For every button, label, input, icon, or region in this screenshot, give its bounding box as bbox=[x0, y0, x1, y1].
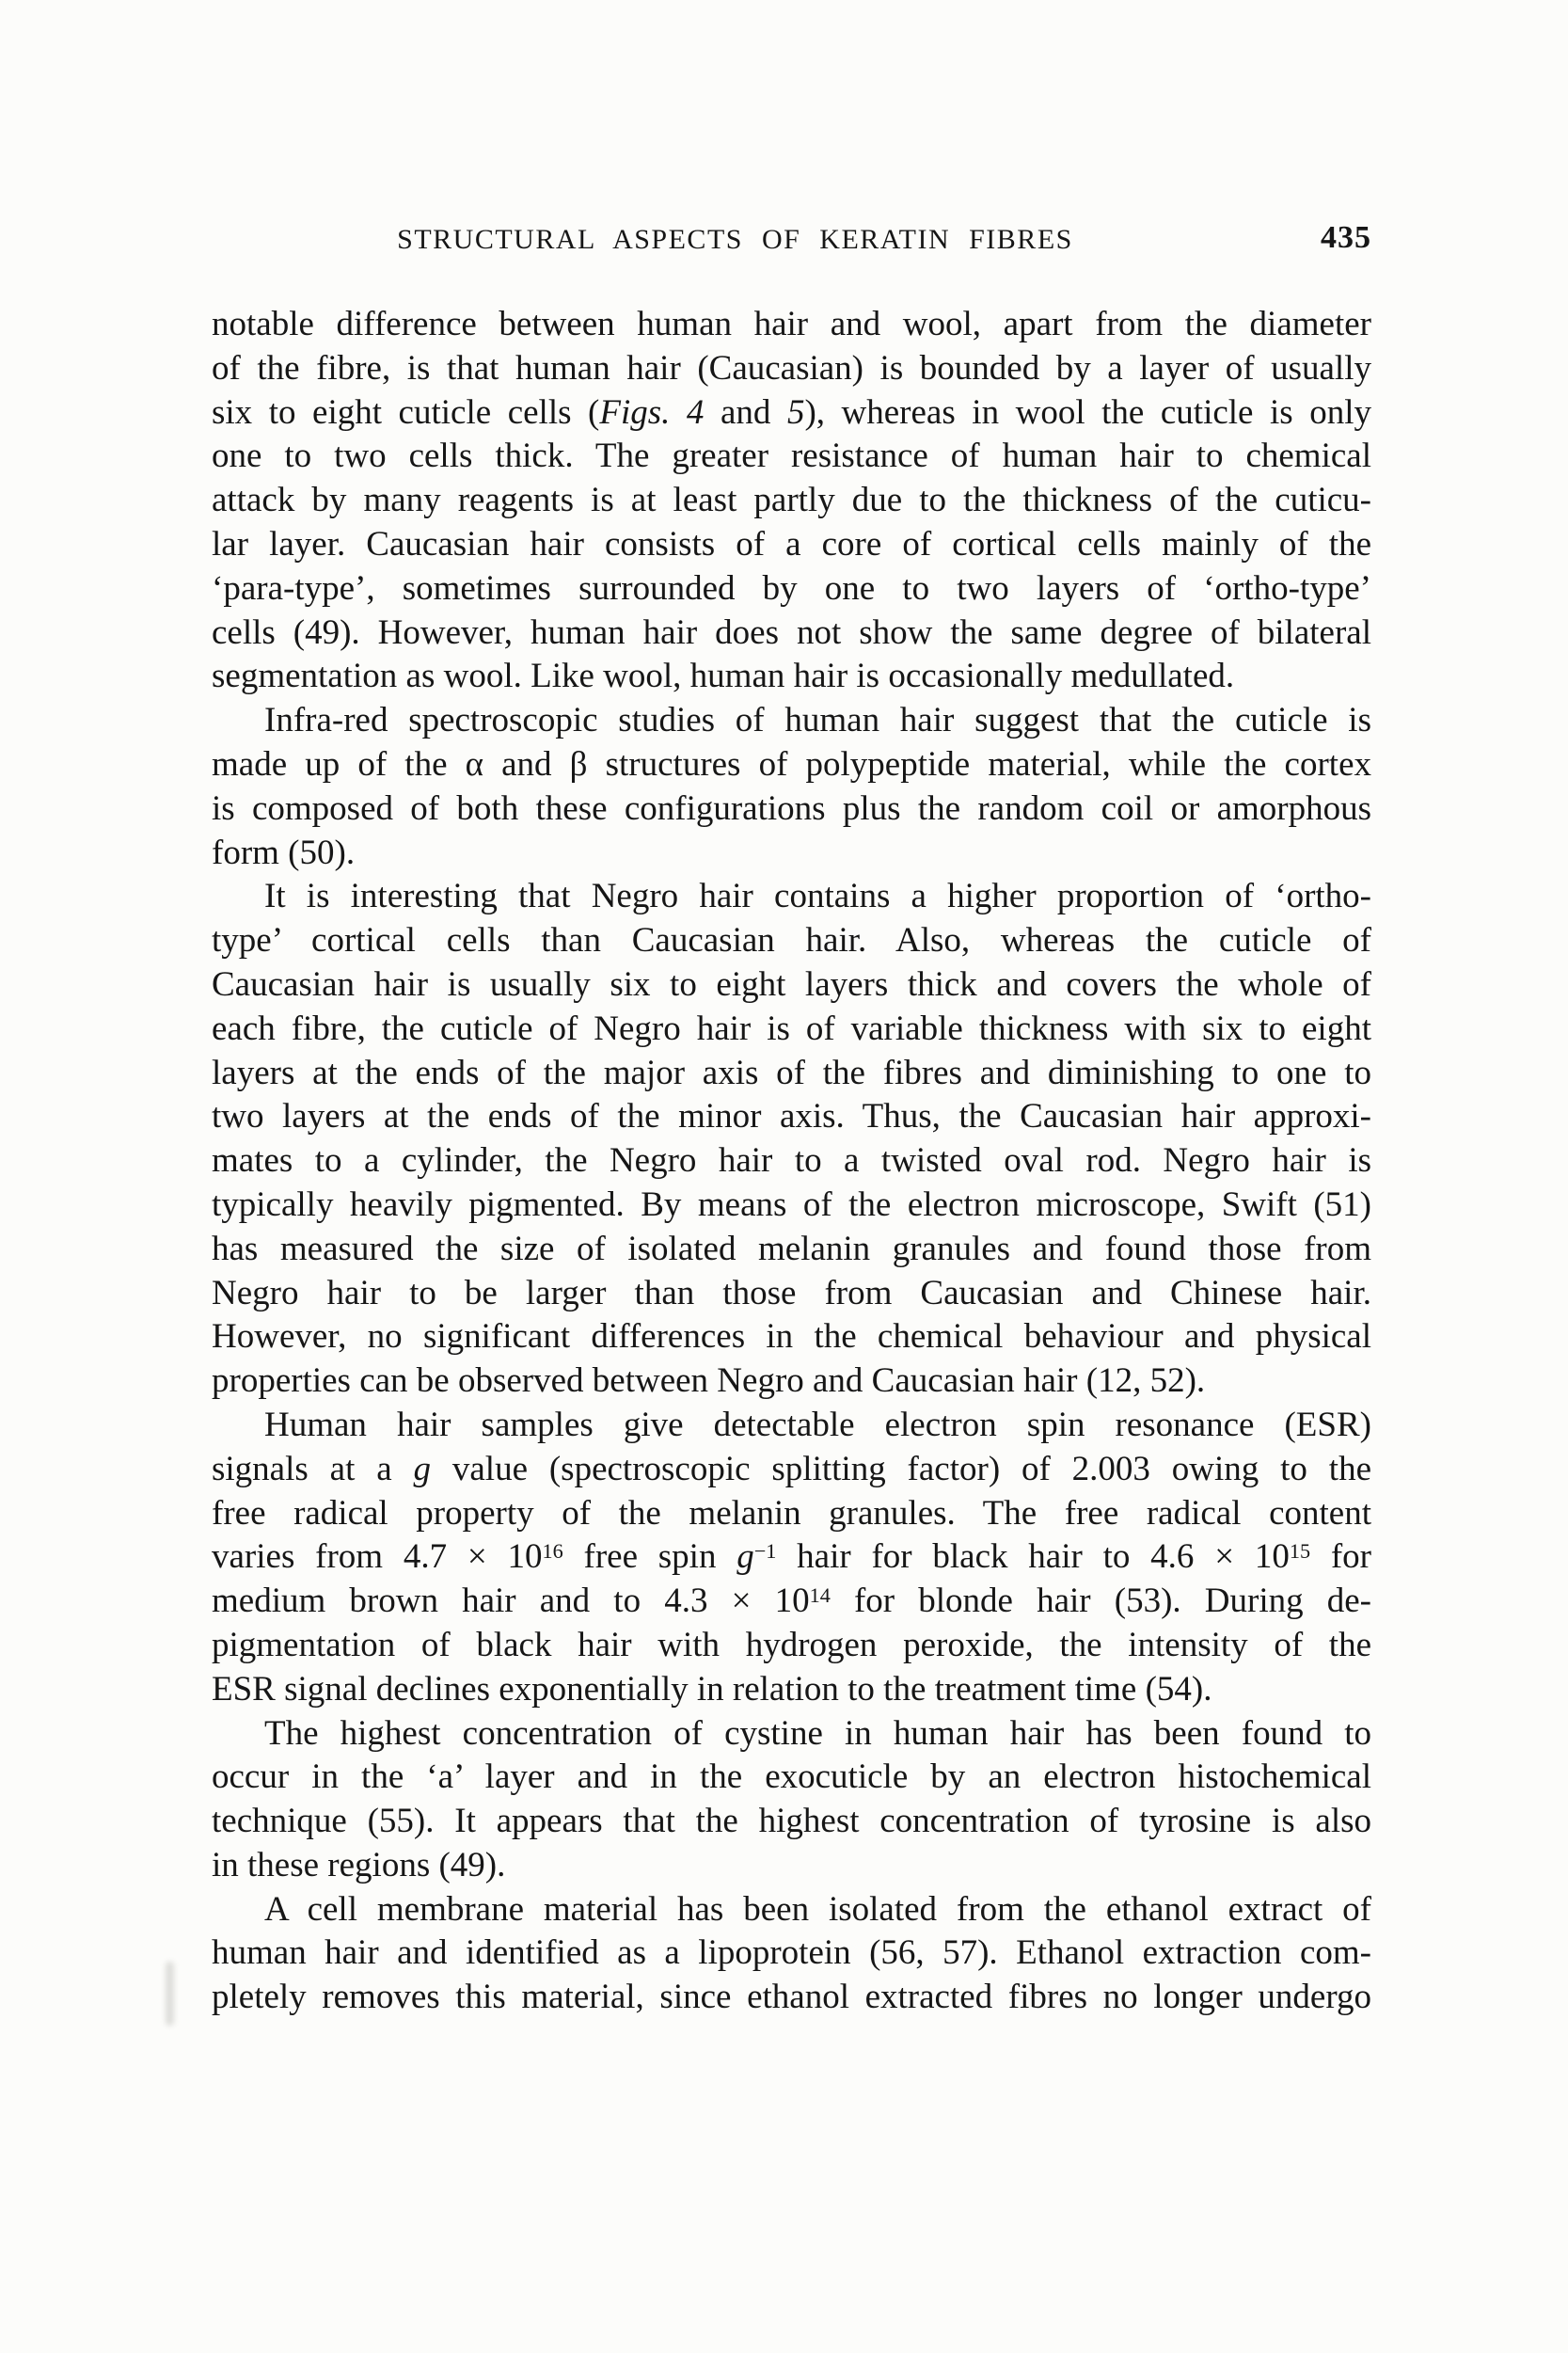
text-line bbox=[212, 1404, 1371, 1448]
text-line-content: human hair and identified as a lipoprotein (56, 57). Ethanol extraction com- bbox=[212, 1933, 1371, 1973]
text-line-content: layers at the ends of the major axis of the fibres and diminishing to one to bbox=[212, 1053, 1371, 1092]
text-line bbox=[212, 1448, 1371, 1492]
text-line bbox=[212, 1800, 1371, 1844]
text-line-content: lar layer. Caucasian hair consists of a core of cortical cells mainly of the bbox=[212, 524, 1371, 564]
text-line bbox=[212, 1624, 1371, 1668]
text-line bbox=[212, 523, 1371, 567]
text-line-content: each fibre, the cuticle of Negro hair is of variable thickness with six to eight bbox=[212, 1009, 1371, 1048]
text-block bbox=[212, 303, 1371, 2020]
text-line-content: It is interesting that Negro hair contains a higher proportion of ‘ortho- bbox=[264, 877, 1371, 916]
text-line bbox=[212, 1139, 1371, 1184]
text-line bbox=[212, 1932, 1371, 1976]
scan-smudge bbox=[166, 1962, 174, 2026]
text-line bbox=[212, 875, 1371, 919]
text-line bbox=[212, 1888, 1371, 1932]
text-line-content: in these regions (49). bbox=[212, 1845, 506, 1884]
text-line-content: is composed of both these configurations plus the random coil or amorphous bbox=[212, 788, 1371, 828]
text-line bbox=[212, 1844, 1371, 1888]
text-line bbox=[212, 391, 1371, 436]
text-line bbox=[212, 1712, 1371, 1757]
text-line bbox=[212, 347, 1371, 391]
text-line-content: of the fibre, is that human hair (Caucasian) is bounded by a layer of usually bbox=[212, 348, 1371, 388]
text-line bbox=[212, 1095, 1371, 1139]
text-line-content: occur in the ‘a’ layer and in the exocuticle by an electron histochemical bbox=[212, 1757, 1371, 1797]
text-line-content: ESR signal declines exponentially in relation to the treatment time (54). bbox=[212, 1669, 1212, 1709]
page-number: 435 bbox=[1321, 220, 1371, 255]
text-line bbox=[212, 612, 1371, 656]
text-line-content: type’ cortical cells than Caucasian hair. Also, whereas the cuticle of bbox=[212, 921, 1371, 961]
text-line-content: signals at a g value (spectroscopic splitting factor) of 2.003 owing to the bbox=[212, 1449, 1371, 1488]
text-line bbox=[212, 919, 1371, 963]
text-line bbox=[212, 1228, 1371, 1272]
text-line-content: six to eight cuticle cells (Figs. 4 and 5), whereas in wool the cuticle is only bbox=[212, 392, 1372, 432]
running-title: STRUCTURAL ASPECTS OF KERATIN FIBRES bbox=[397, 224, 1073, 255]
text-line-content: Human hair samples give detectable electron spin resonance (ESR) bbox=[264, 1405, 1371, 1444]
text-line bbox=[212, 567, 1371, 612]
text-line-content: A cell membrane material has been isolated from the ethanol extract of bbox=[264, 1889, 1371, 1929]
running-header bbox=[212, 220, 1371, 258]
text-line bbox=[212, 1272, 1371, 1316]
text-line-content: properties can be observed between Negro and Caucasian hair (12, 52). bbox=[212, 1361, 1206, 1401]
text-line-content: Infra-red spectroscopic studies of human hair suggest that the cuticle is bbox=[264, 701, 1371, 740]
text-line bbox=[212, 743, 1371, 787]
text-line-content: varies from $4.7 \times 10^{16}$ free spin $g^{-1}$ hair for black hair to $4.6 \times 10^{15}$ for bbox=[212, 1537, 1371, 1577]
text-line bbox=[212, 1668, 1371, 1712]
text-line bbox=[212, 963, 1371, 1008]
text-line bbox=[212, 787, 1371, 832]
text-line bbox=[212, 303, 1371, 347]
text-line-content: pletely removes this material, since ethanol extracted fibres no longer undergo bbox=[212, 1978, 1371, 2017]
text-line-content: typically heavily pigmented. By means of the electron microscope, Swift (51) bbox=[212, 1184, 1371, 1224]
text-line-content: Caucasian hair is usually six to eight layers thick and covers the whole of bbox=[212, 964, 1371, 1004]
text-line bbox=[212, 1008, 1371, 1052]
text-line bbox=[212, 435, 1371, 479]
text-line-content: technique (55). It appears that the highest concentration of tyrosine is also bbox=[212, 1802, 1371, 1841]
text-line bbox=[212, 1976, 1371, 2020]
text-line-content: The highest concentration of cystine in human hair has been found to bbox=[264, 1713, 1371, 1753]
text-line bbox=[212, 1184, 1371, 1228]
text-line-content: cells (49). However, human hair does not show the same degree of bilateral bbox=[212, 612, 1371, 652]
text-line bbox=[212, 655, 1371, 699]
text-line-content: mates to a cylinder, the Negro hair to a twisted oval rod. Negro hair is bbox=[212, 1141, 1371, 1181]
text-line bbox=[212, 1052, 1371, 1096]
text-line bbox=[212, 699, 1371, 743]
text-line-content: made up of the α and β structures of polypeptide material, while the cortex bbox=[212, 744, 1371, 784]
text-line bbox=[212, 832, 1371, 876]
text-line bbox=[212, 1359, 1371, 1404]
text-line-content: pigmentation of black hair with hydrogen peroxide, the intensity of the bbox=[212, 1625, 1371, 1664]
text-line-content: segmentation as wool. Like wool, human hair is occasionally medullated. bbox=[212, 657, 1235, 696]
text-line-content: notable difference between human hair and wool, apart from the diameter bbox=[212, 305, 1371, 343]
text-line-content: medium brown hair and to $4.3 \times 10^{14}$ for blonde hair (53). During de- bbox=[212, 1582, 1371, 1621]
text-line bbox=[212, 1580, 1371, 1624]
text-line bbox=[212, 479, 1371, 523]
text-line-content: two layers at the ends of the minor axis. Thus, the Caucasian hair approxi- bbox=[212, 1097, 1371, 1137]
text-line-content: free radical property of the melanin granules. The free radical content bbox=[212, 1493, 1371, 1533]
text-line-content: ‘para-type’, sometimes surrounded by one to two layers of ‘ortho-type’ bbox=[212, 568, 1371, 608]
text-line-content: Negro hair to be larger than those from Caucasian and Chinese hair. bbox=[212, 1273, 1371, 1312]
text-line-content: However, no significant differences in the chemical behaviour and physical bbox=[212, 1317, 1371, 1357]
text-line bbox=[212, 1315, 1371, 1359]
text-line-content: attack by many reagents is at least partly due to the thickness of the cuticu- bbox=[212, 481, 1371, 520]
text-line bbox=[212, 1535, 1371, 1580]
text-line-content: one to two cells thick. The greater resistance of human hair to chemical bbox=[212, 437, 1371, 476]
text-line-content: has measured the size of isolated melanin granules and found those from bbox=[212, 1229, 1371, 1268]
text-line bbox=[212, 1492, 1371, 1536]
text-line-content: form (50). bbox=[212, 833, 356, 872]
text-line bbox=[212, 1756, 1371, 1800]
